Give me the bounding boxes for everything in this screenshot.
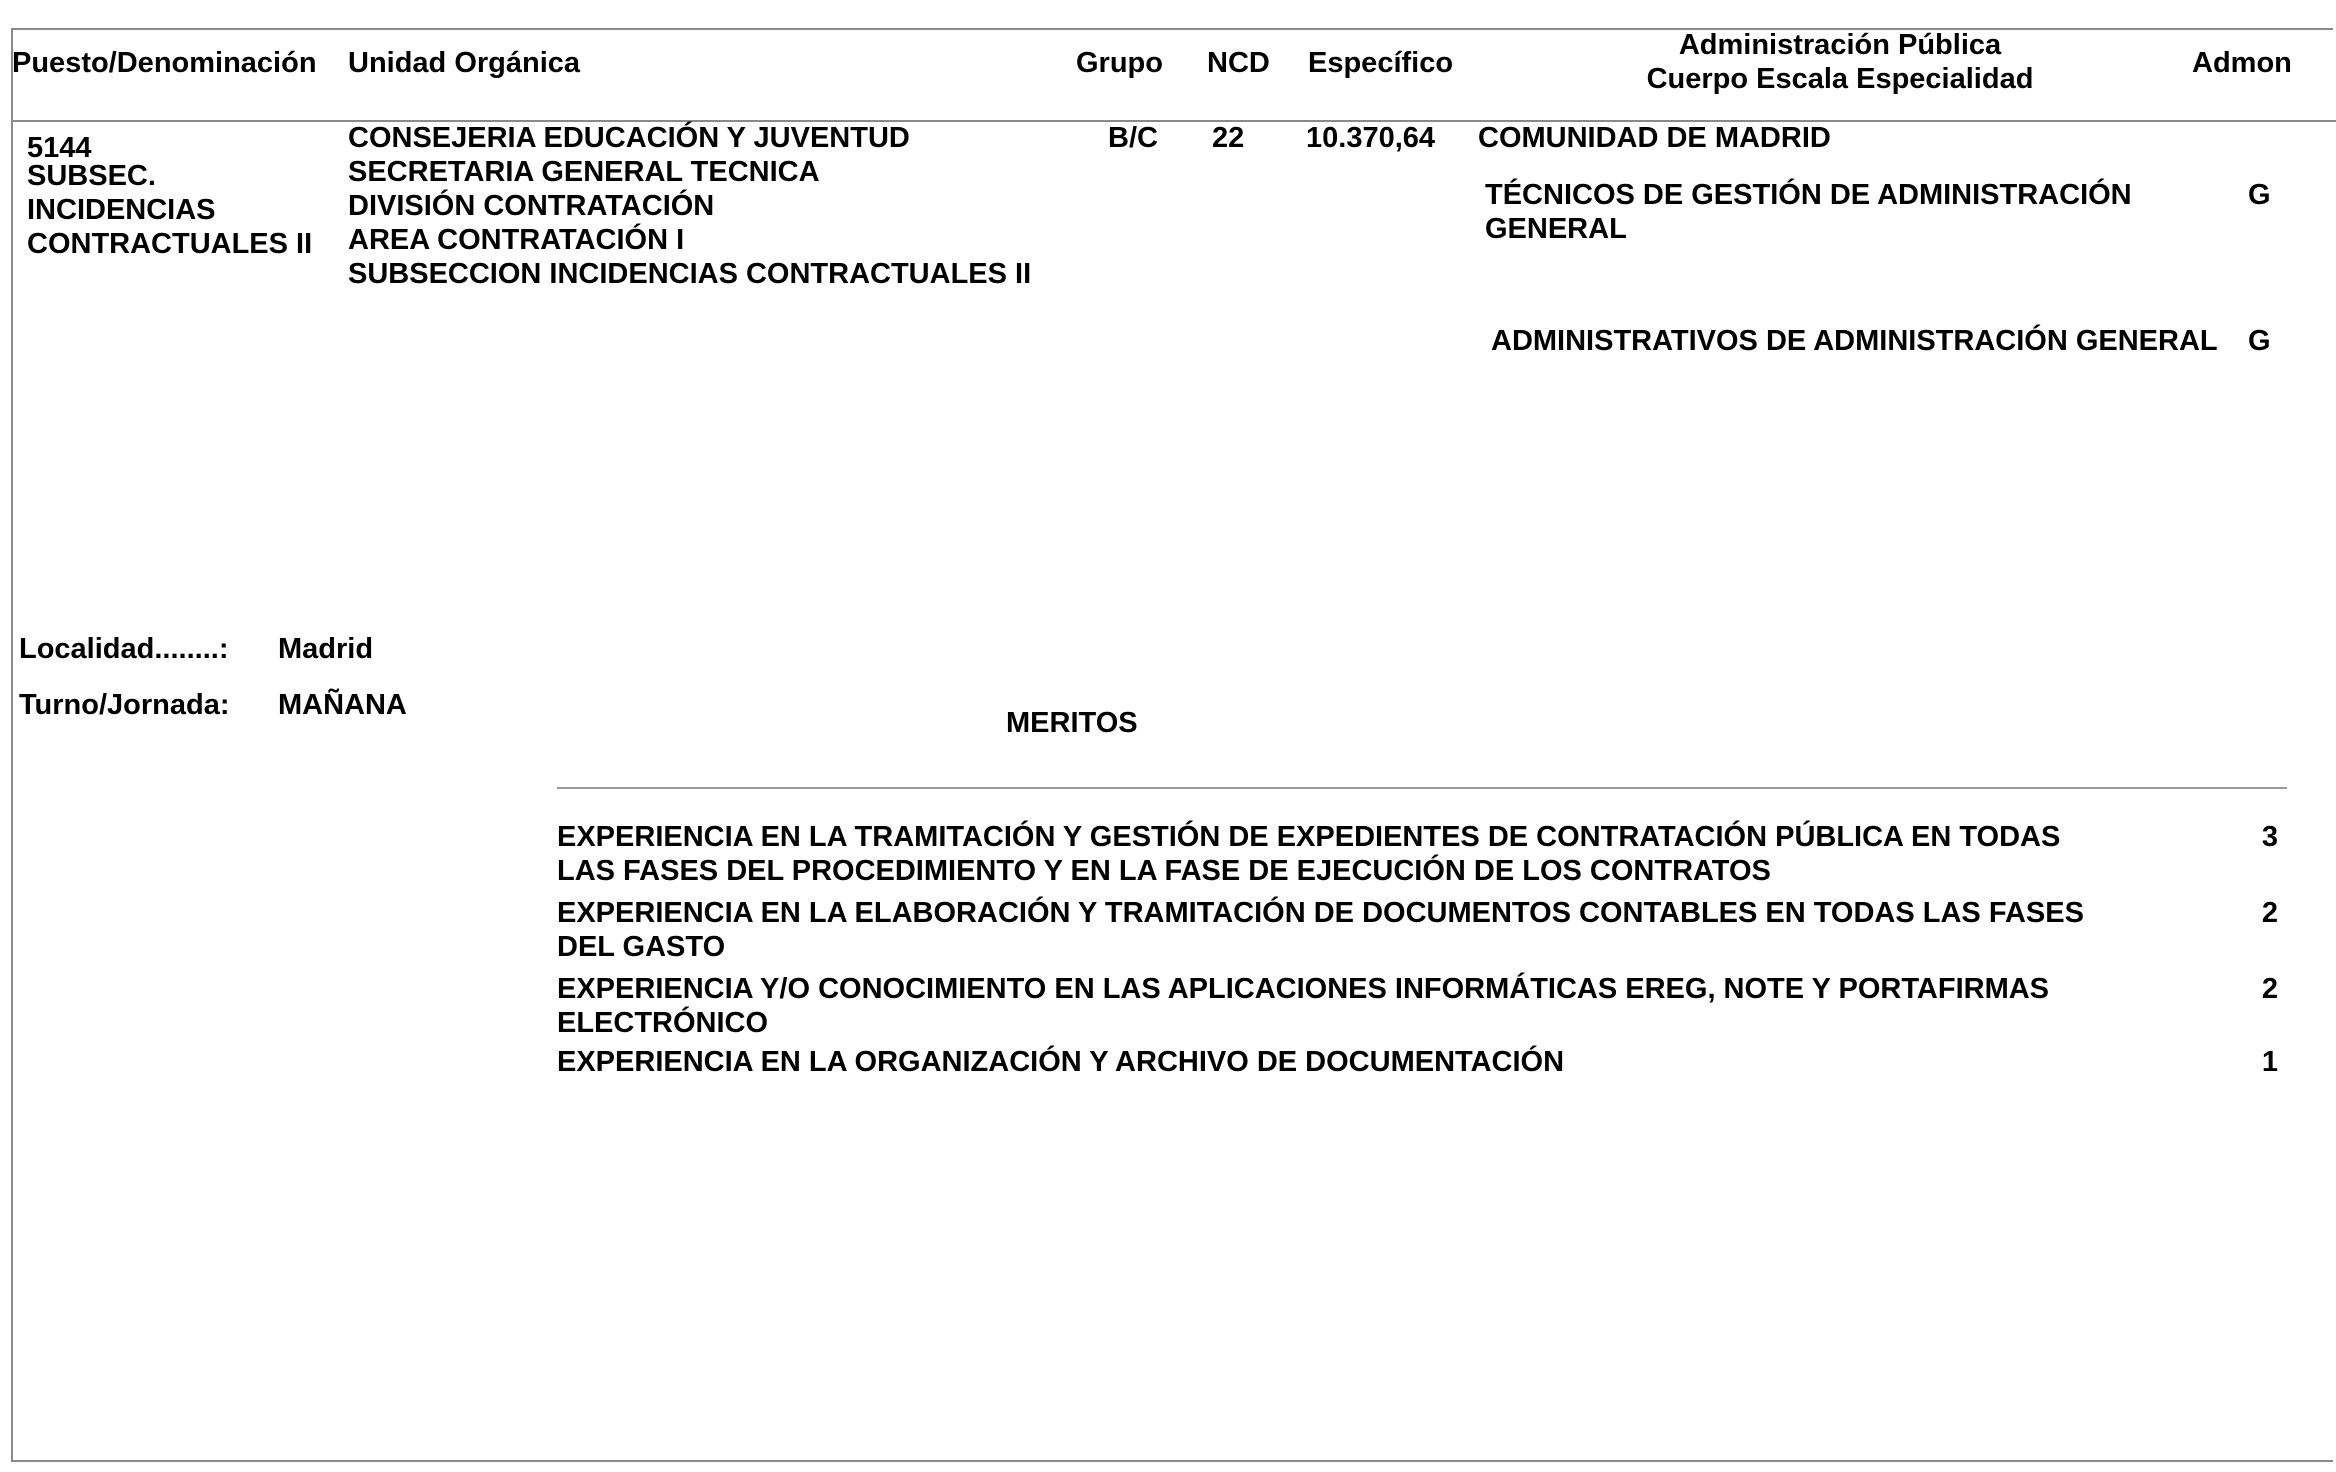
grupo-value: B/C [1108,122,1158,154]
merito-item [557,820,2117,888]
merito-line: LAS FASES DEL PROCEDIMIENTO Y EN LA FASE DE EJECUCIÓN DE LOS CONTRATOS [557,855,1771,887]
cuerpo-admon: G [2248,179,2271,211]
merito-points: 2 [2261,897,2279,929]
localidad-label: Localidad........: [19,633,229,665]
cuerpo-line: ADMINISTRATIVOS DE ADMINISTRACIÓN GENERAL [1491,325,2218,357]
merito-line: EXPERIENCIA EN LA ORGANIZACIÓN Y ARCHIVO DE DOCUMENTACIÓN [557,1046,1565,1078]
ncd-value: 22 [1212,122,1245,154]
merito-item [557,896,2117,964]
merito-line: DEL GASTO [557,931,726,963]
header-administracion-line2: Cuerpo Escala Especialidad [1646,63,2034,95]
unidad-organica [348,121,1031,291]
puesto-code: 5144 [27,132,92,164]
administracion-value: COMUNIDAD DE MADRID [1478,122,1831,154]
unidad-line: SECRETARIA GENERAL TECNICA [348,156,820,188]
merito-points: 1 [2261,1046,2279,1078]
header-administracion-line1: Administración Pública [1678,29,2002,61]
header-puesto: Puesto/Denominación [12,47,317,79]
cuerpo-admon: G [2248,325,2271,357]
cuerpo-line: TÉCNICOS DE GESTIÓN DE ADMINISTRACIÓN [1485,179,2132,211]
merito-line: EXPERIENCIA Y/O CONOCIMIENTO EN LAS APLICACIONES INFORMÁTICAS EREG, NOTE Y PORTAFIRMAS [557,973,2050,1005]
puesto-name-line: INCIDENCIAS [27,194,216,226]
puesto-name-line: SUBSEC. [27,160,156,192]
merito-item [557,1045,2117,1079]
merito-points: 3 [2261,821,2279,853]
unidad-line: SUBSECCION INCIDENCIAS CONTRACTUALES II [348,258,1032,290]
especifico-value: 10.370,64 [1306,122,1436,154]
header-especifico: Específico [1308,47,1454,79]
merito-line: EXPERIENCIA EN LA TRAMITACIÓN Y GESTIÓN DE EXPEDIENTES DE CONTRATACIÓN PÚBLICA EN TODAS [557,821,2061,853]
meritos-title: MERITOS [1006,707,1138,739]
puesto-name-line: CONTRACTUALES II [27,228,313,260]
merito-points: 2 [2261,973,2279,1005]
turno-label: Turno/Jornada: [19,689,230,721]
meritos-divider [557,787,2287,789]
header-admon: Admon [2192,47,2292,79]
merito-line: ELECTRÓNICO [557,1007,769,1039]
localidad-value: Madrid [278,633,374,665]
cuerpo-item [1491,324,2218,358]
unidad-line: CONSEJERIA EDUCACIÓN Y JUVENTUD [348,122,910,154]
header-ncd: NCD [1207,47,1270,79]
header-grupo: Grupo [1076,47,1163,79]
unidad-line: AREA CONTRATACIÓN I [348,224,685,256]
merito-line: EXPERIENCIA EN LA ELABORACIÓN Y TRAMITACIÓN DE DOCUMENTOS CONTABLES EN TODAS LAS FASES [557,897,2084,929]
cuerpo-item [1485,178,2132,246]
cuerpo-line: GENERAL [1485,213,1627,245]
header-administracion [1560,28,2120,96]
turno-value: MAÑANA [278,689,407,721]
header-unidad: Unidad Orgánica [348,47,581,79]
unidad-line: DIVISIÓN CONTRATACIÓN [348,190,715,222]
puesto-name [27,159,312,261]
merito-item [557,972,2117,1040]
